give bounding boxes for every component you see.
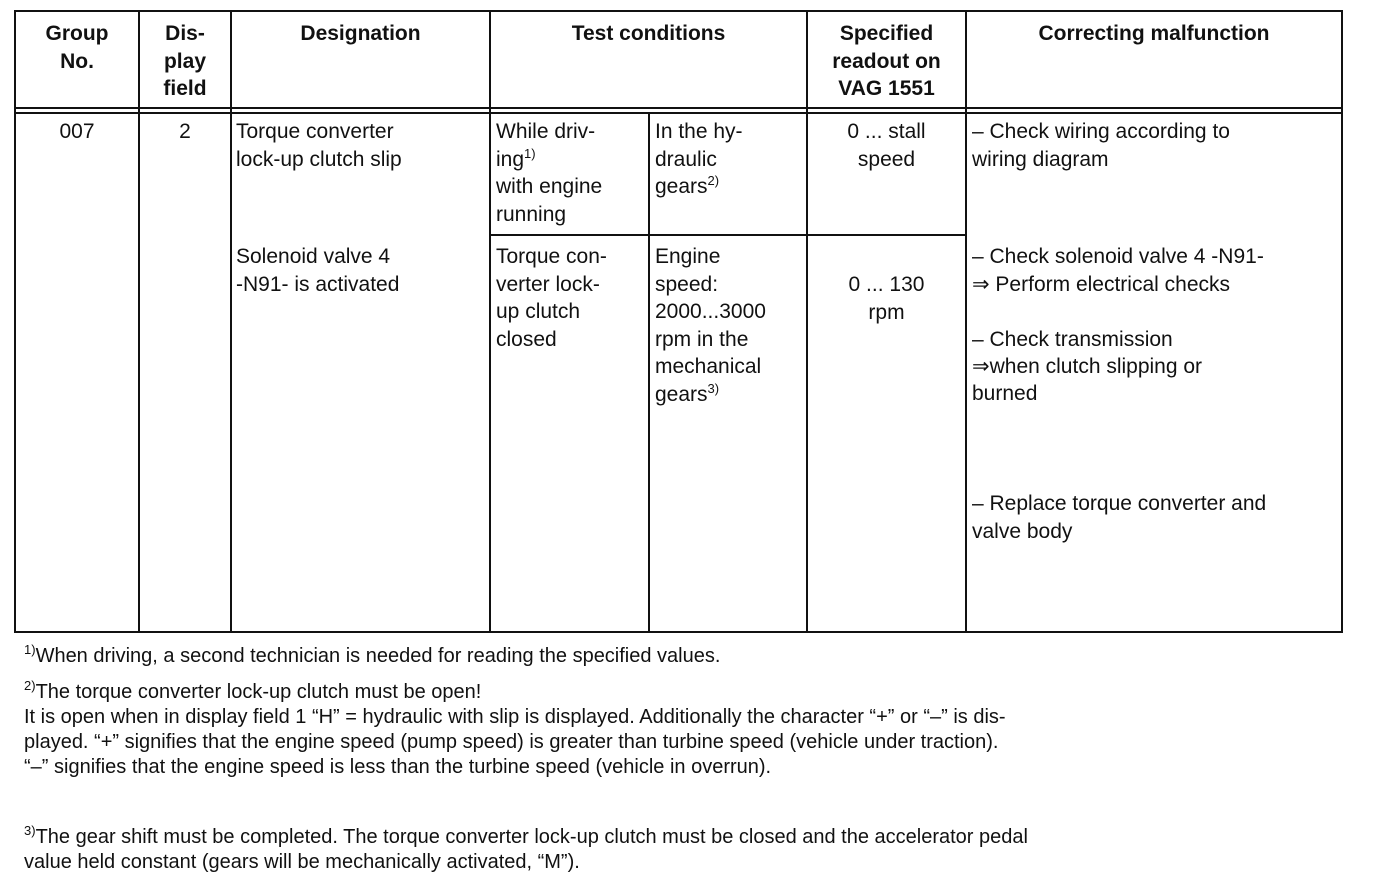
- designation-1: Torque converter lock-up clutch slip: [236, 120, 402, 171]
- footnote-2: $^{2)}$The torque converter lock-up clutch must be open! It is open when in display field 1 “H” = hydraulic with slip is displayed. Additionally the character “+” or “–” is dis- played. “+” signifies that the engine speed (pump speed) is greater than turbine speed (vehicle under traction). “–” signifies that the engine speed is less than the turbine speed (vehicle in overrun).: [24, 678, 1006, 778]
- specified-readout-1: 0 ... stall speed: [847, 120, 926, 171]
- group-number: 007: [59, 120, 95, 143]
- display-field-number: 2: [179, 120, 191, 143]
- specified-readout-2: 0 ... 130 rpm: [848, 273, 925, 324]
- test-condition-2b: Engine speed: 2000...3000 rpm in the mechanical gears$^{3)}$: [655, 245, 766, 406]
- correction-check-transmission: – Check transmission ⇒when clutch slipping or burned: [972, 328, 1203, 405]
- designation-2: Solenoid valve 4 -N91- is activated: [236, 245, 400, 296]
- footnote-3: $^{3)}$The gear shift must be completed. The torque converter lock-up clutch must be closed and the accelerator pedal value held constant (gears will be mechanically activated, “M”).: [24, 823, 1028, 873]
- header-correcting-malfunction: Correcting malfunction: [1038, 22, 1270, 45]
- correction-replace-converter: – Replace torque converter and valve body: [972, 492, 1267, 543]
- header-specified-readout: Specified readout on VAG 1551: [832, 22, 941, 100]
- header-test-conditions: Test conditions: [571, 22, 726, 45]
- test-condition-2a: Torque con- verter lock- up clutch closed: [496, 245, 607, 351]
- test-condition-1b: In the hy- draulic gears$^{2)}$: [655, 120, 743, 198]
- header-display-field: Dis- play field: [163, 22, 207, 100]
- header-designation: Designation: [300, 22, 421, 45]
- correction-check-wiring: – Check wiring according to wiring diagram: [972, 120, 1230, 171]
- header-group-no: Group No.: [45, 22, 109, 73]
- footnote-1: $^{1)}$When driving, a second technician is needed for reading the specified values.: [24, 642, 721, 667]
- test-condition-1a: While driv- ing$^{1)}$ with engine running: [496, 120, 603, 226]
- correction-check-solenoid: – Check solenoid valve 4 -N91- ⇒ Perform electrical checks: [972, 245, 1264, 296]
